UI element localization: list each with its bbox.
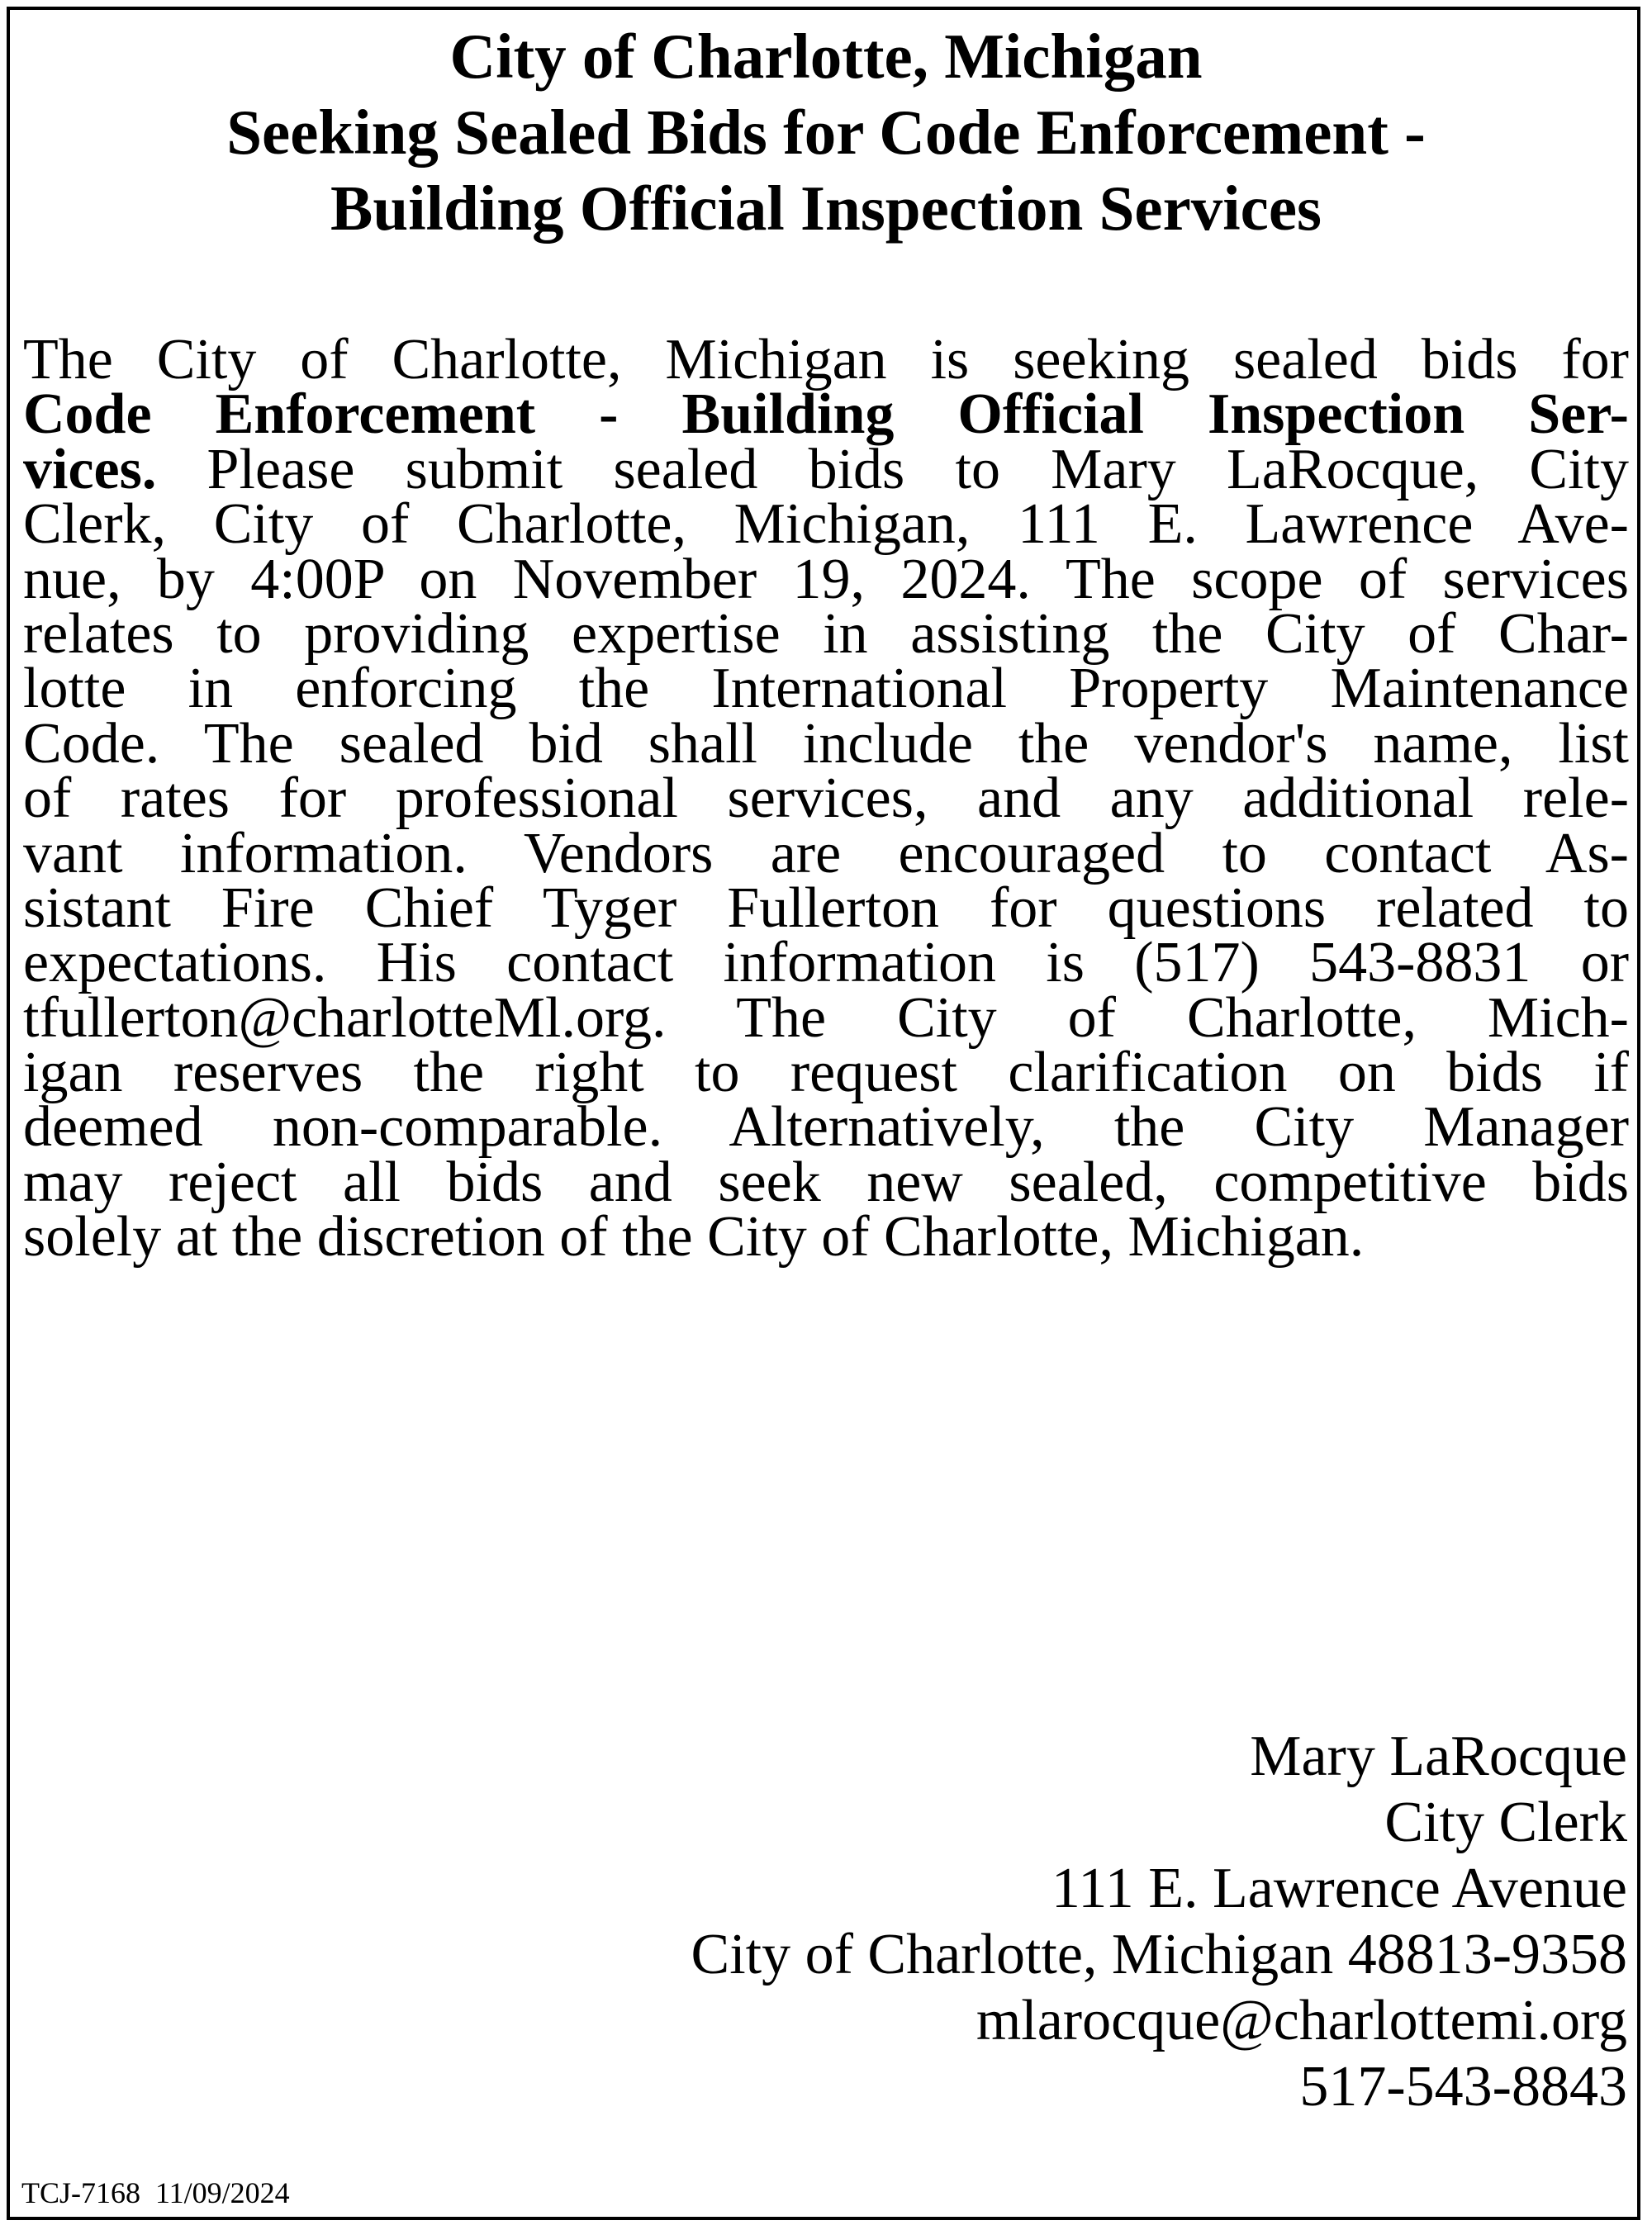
body-line-7: lotte in enforcing the International Property Maintenance: [23, 657, 1629, 721]
signature-block: [691, 1724, 1627, 2120]
heading-line-3: Building Official Inspection Services: [330, 173, 1322, 244]
body-line-17: solely at the discretion of the City of Charlotte, Michigan.: [23, 1205, 1365, 1269]
body-line-16: may reject all bids and seek new sealed, competitive bids: [23, 1150, 1629, 1214]
heading-line-2: Seeking Sealed Bids for Code Enforcement -: [226, 97, 1426, 168]
notice-body: [23, 328, 1629, 1269]
signer-title: City Clerk: [1384, 1791, 1627, 1854]
body-line-15: deemed non-comparable. Alternatively, the City Manager: [23, 1095, 1629, 1160]
signer-street: 111 E. Lawrence Avenue: [1051, 1857, 1627, 1920]
heading-line-1: City of Charlotte, Michigan: [449, 21, 1203, 92]
signer-name: Mary LaRocque: [1250, 1725, 1627, 1788]
signer-phone: 517-543-8843: [1299, 2055, 1627, 2118]
body-line-10: vant information. Vendors are encouraged to contact As-: [23, 821, 1629, 885]
body-line-14: igan reserves the right to request clarification on bids if: [23, 1041, 1629, 1105]
body-line-11: sistant Fire Chief Tyger Fullerton for questions related to: [23, 875, 1629, 940]
service-title-bold-end: vices.: [23, 437, 157, 501]
body-line-5: nue, by 4:00P on November 19, 2024. The scope of services: [23, 547, 1629, 611]
body-line-8: Code. The sealed bid shall include the vendor's name, list: [23, 711, 1629, 776]
body-line-2: [23, 382, 1629, 447]
notice-heading: [0, 18, 1652, 246]
signer-city: City of Charlotte, Michigan 48813-9358: [691, 1923, 1627, 1986]
signer-email: mlarocque@charlottemi.org: [976, 1989, 1627, 2052]
body-line-12: expectations. His contact information is (517) 543-8831 or: [23, 931, 1629, 995]
body-line-13: tfullerton@charlotteMl.org. The City of Charlotte, Mich-: [23, 985, 1629, 1050]
service-title-bold: Code Enforcement - Building Official Inspection Ser-: [23, 382, 1629, 447]
ad-reference: TCJ-7168 11/09/2024: [21, 2176, 290, 2209]
body-line-1: The City of Charlotte, Michigan is seeking sealed bids for: [23, 328, 1629, 391]
body-line-9: of rates for professional services, and any additional rele-: [23, 766, 1629, 831]
body-line-3: [23, 437, 1629, 501]
body-line-4: Clerk, City of Charlotte, Michigan, 111 E. Lawrence Ave-: [23, 492, 1629, 557]
body-line-3-text: Please submit sealed bids to Mary LaRocque, City: [156, 437, 1629, 501]
body-line-6: relates to providing expertise in assisting the City of Char-: [23, 601, 1629, 666]
